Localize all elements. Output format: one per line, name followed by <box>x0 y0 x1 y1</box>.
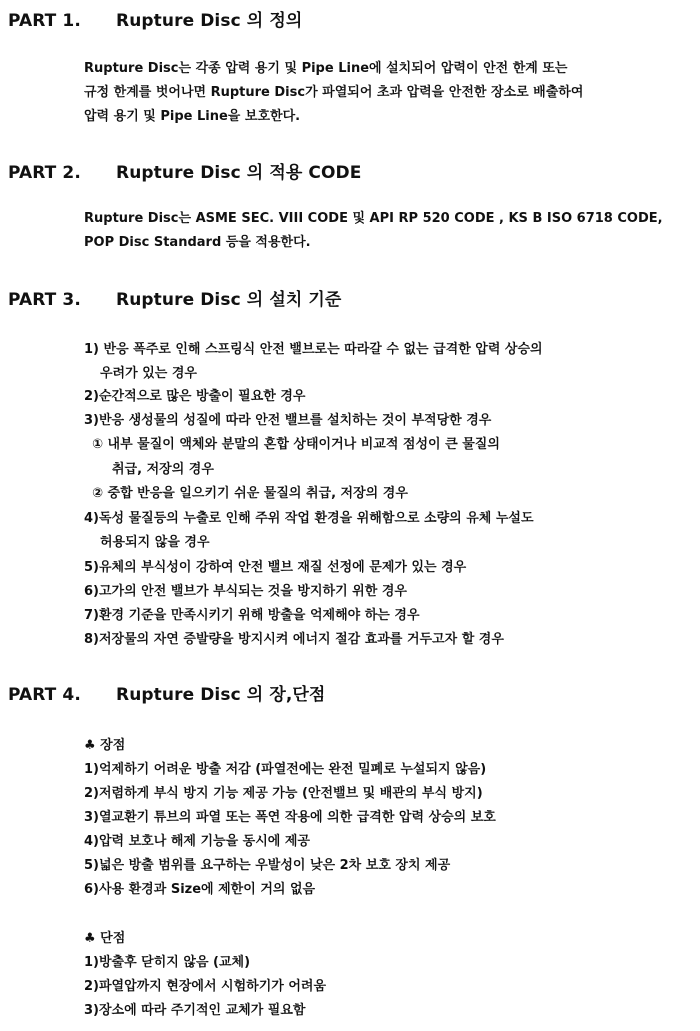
part3-subitem: ① 내부 물질이 액체와 분말의 혼합 상태이거나 비교적 점성이 큰 물질의 <box>92 437 500 452</box>
part3-label: PART 3. <box>8 290 81 310</box>
part4-heading <box>8 680 325 705</box>
part3-item: 4)독성 물질등의 누출로 인해 주위 작업 환경을 위해함으로 소량의 유체 누설도 <box>84 511 534 526</box>
part3-item: 6)고가의 안전 밸브가 부식되는 것을 방지하기 위한 경우 <box>84 584 407 599</box>
part3-item: 7)환경 기준을 만족시키기 위해 방출을 억제해야 하는 경우 <box>84 608 420 623</box>
part3-item: 3)반응 생성물의 성질에 따라 안전 밸브를 설치하는 것이 부적당한 경우 <box>84 413 492 428</box>
pros-heading: ♣ 장점 <box>84 738 126 753</box>
pros-item: 2)저렴하게 부식 방지 기능 제공 가능 (안전밸브 및 배관의 부식 방지) <box>84 786 483 801</box>
part4-title: Rupture Disc 의 장,단점 <box>116 685 326 705</box>
part1-body <box>84 57 696 129</box>
pros-item: 6)사용 환경과 Size에 제한이 거의 없음 <box>84 882 316 897</box>
pros-item: 4)압력 보호나 해제 기능을 동시에 제공 <box>84 834 310 849</box>
part1-heading <box>8 6 302 31</box>
part3-subitem: 취급, 저장의 경우 <box>112 462 214 477</box>
part1-title: Rupture Disc 의 정의 <box>116 11 303 31</box>
part3-heading <box>8 285 341 310</box>
part3-item: 우려가 있는 경우 <box>100 366 197 381</box>
part3-item: 5)유체의 부식성이 강하여 안전 밸브 재질 선정에 문제가 있는 경우 <box>84 560 467 575</box>
part2-label: PART 2. <box>8 163 81 183</box>
pros-item: 1)억제하기 어려운 방출 저감 (파열전에는 완전 밀폐로 누설되지 않음) <box>84 762 487 777</box>
part1-label: PART 1. <box>8 11 81 31</box>
part3-item: 허용되지 않을 경우 <box>100 535 210 550</box>
part3-item: 8)저장물의 자연 증발량을 방지시켜 에너지 절감 효과를 거두고자 할 경우 <box>84 632 504 647</box>
cons-item: 3)장소에 따라 주기적인 교체가 필요함 <box>84 1003 306 1018</box>
pros-item: 5)넓은 방출 범위를 요구하는 우발성이 낮은 2차 보호 장치 제공 <box>84 858 451 873</box>
part1-line: 압력 용기 및 Pipe Line을 보호한다. <box>84 109 301 124</box>
pros-item: 3)열교환기 튜브의 파열 또는 폭연 작용에 의한 급격한 압력 상승의 보호 <box>84 810 496 825</box>
cons-heading: ♣ 단점 <box>84 931 126 946</box>
part2-heading <box>8 158 361 183</box>
part2-body <box>84 207 696 255</box>
part3-subitem: ② 중합 반응을 일으키기 쉬운 물질의 취급, 저장의 경우 <box>92 486 408 501</box>
part2-line: Rupture Disc는 ASME SEC. VIII CODE 및 API RP 520 CODE , KS B ISO 6718 CODE, <box>84 211 663 226</box>
part2-line: POP Disc Standard 등을 적용한다. <box>84 235 311 250</box>
part4-label: PART 4. <box>8 685 81 705</box>
cons-item: 1)방출후 닫히지 않음 (교체) <box>84 955 251 970</box>
part3-item: 2)순간적으로 많은 방출이 필요한 경우 <box>84 389 306 404</box>
part1-line: Rupture Disc는 각종 압력 용기 및 Pipe Line에 설치되어 압력이 안전 한계 또는 <box>84 61 568 76</box>
cons-item: 2)파열압까지 현장에서 시험하기가 어려움 <box>84 979 327 994</box>
part1-line: 규정 한계를 벗어나면 Rupture Disc가 파열되어 초과 압력을 안전한 장소로 배출하여 <box>84 85 584 100</box>
part3-title: Rupture Disc 의 설치 기준 <box>116 290 342 310</box>
part3-item: 1) 반응 폭주로 인해 스프링식 안전 밸브로는 따라갈 수 없는 급격한 압력 상승의 <box>84 342 543 357</box>
part2-title: Rupture Disc 의 적용 CODE <box>116 163 362 183</box>
